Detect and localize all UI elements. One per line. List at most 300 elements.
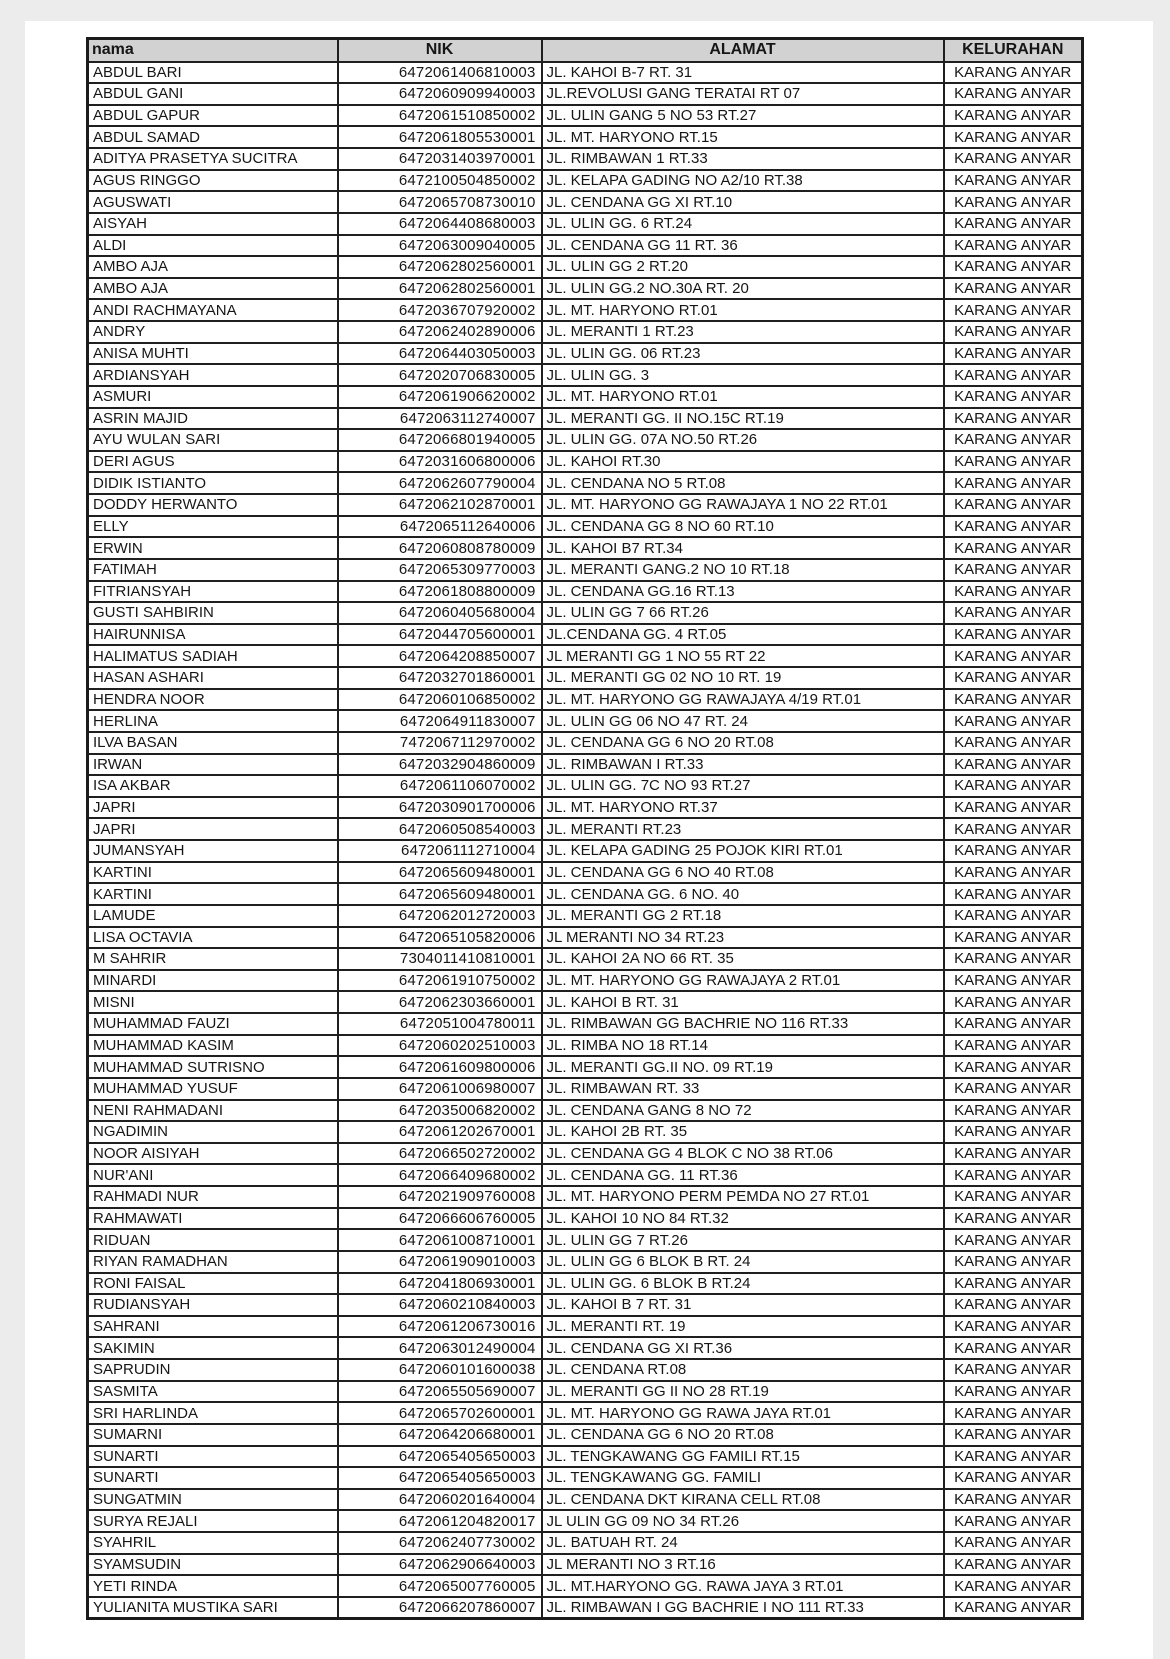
table-row xyxy=(88,494,1083,516)
cell-nama: JAPRI xyxy=(88,797,338,819)
cell-alamat: JL. KAHOI 2B RT. 35 xyxy=(542,1121,944,1143)
cell-nik: 6472060808780009 xyxy=(338,537,542,559)
cell-nik: 6472061202670001 xyxy=(338,1121,542,1143)
cell-nama: DERI AGUS xyxy=(88,451,338,473)
cell-kelurahan: KARANG ANYAR xyxy=(944,991,1083,1013)
cell-kelurahan: KARANG ANYAR xyxy=(944,1251,1083,1273)
cell-alamat: JL. RIMBAWAN 1 RT.33 xyxy=(542,148,944,170)
cell-nik: 6472065309770003 xyxy=(338,559,542,581)
cell-nama: ELLY xyxy=(88,516,338,538)
cell-kelurahan: KARANG ANYAR xyxy=(944,1467,1083,1489)
table-row xyxy=(88,602,1083,624)
cell-alamat: JL. CENDANA RT.08 xyxy=(542,1359,944,1381)
cell-alamat: JL. ULIN GG. 3 xyxy=(542,364,944,386)
cell-nama: AMBO AJA xyxy=(88,278,338,300)
cell-kelurahan: KARANG ANYAR xyxy=(944,105,1083,127)
cell-kelurahan: KARANG ANYAR xyxy=(944,537,1083,559)
cell-nik: 6472062607790004 xyxy=(338,472,542,494)
cell-alamat: JL. TENGKAWANG GG FAMILI RT.15 xyxy=(542,1446,944,1468)
cell-nik: 6472062906640003 xyxy=(338,1554,542,1576)
cell-nik: 6472060106850002 xyxy=(338,689,542,711)
cell-nik: 6472061406810003 xyxy=(338,62,542,84)
cell-nik: 6472061206730016 xyxy=(338,1316,542,1338)
cell-kelurahan: KARANG ANYAR xyxy=(944,1316,1083,1338)
cell-nik: 6472031403970001 xyxy=(338,148,542,170)
cell-nik: 6472066801940005 xyxy=(338,429,542,451)
cell-nama: MUHAMMAD KASIM xyxy=(88,1035,338,1057)
cell-alamat: JL. ULIN GG 2 RT.20 xyxy=(542,256,944,278)
cell-kelurahan: KARANG ANYAR xyxy=(944,1359,1083,1381)
cell-alamat: JL. ULIN GG 7 66 RT.26 xyxy=(542,602,944,624)
cell-kelurahan: KARANG ANYAR xyxy=(944,1121,1083,1143)
cell-nama: ALDI xyxy=(88,235,338,257)
header-nik: NIK xyxy=(338,39,542,62)
cell-kelurahan: KARANG ANYAR xyxy=(944,235,1083,257)
table-row xyxy=(88,408,1083,430)
cell-nama: SRI HARLINDA xyxy=(88,1402,338,1424)
table-row xyxy=(88,710,1083,732)
cell-nik: 6472061510850002 xyxy=(338,105,542,127)
cell-nik: 6472065609480001 xyxy=(338,883,542,905)
cell-kelurahan: KARANG ANYAR xyxy=(944,451,1083,473)
cell-nama: ISA AKBAR xyxy=(88,775,338,797)
cell-nik: 6472061106070002 xyxy=(338,775,542,797)
document-page xyxy=(25,21,1153,1659)
header-row xyxy=(88,39,1083,62)
table-row xyxy=(88,1337,1083,1359)
cell-kelurahan: KARANG ANYAR xyxy=(944,1489,1083,1511)
cell-nik: 6472061112710004 xyxy=(338,840,542,862)
table-row xyxy=(88,1186,1083,1208)
cell-kelurahan: KARANG ANYAR xyxy=(944,1575,1083,1597)
cell-nik: 6472062407730002 xyxy=(338,1532,542,1554)
cell-kelurahan: KARANG ANYAR xyxy=(944,970,1083,992)
table-row xyxy=(88,732,1083,754)
cell-nik: 6472065405650003 xyxy=(338,1467,542,1489)
table-row xyxy=(88,1208,1083,1230)
cell-alamat: JL. RIMBAWAN RT. 33 xyxy=(542,1078,944,1100)
cell-nama: AMBO AJA xyxy=(88,256,338,278)
table-row xyxy=(88,1597,1083,1619)
cell-alamat: JL. CENDANA GG 4 BLOK C NO 38 RT.06 xyxy=(542,1143,944,1165)
table-row xyxy=(88,559,1083,581)
cell-alamat: JL MERANTI NO 3 RT.16 xyxy=(542,1554,944,1576)
cell-nik: 6472031606800006 xyxy=(338,451,542,473)
table-row xyxy=(88,581,1083,603)
cell-kelurahan: KARANG ANYAR xyxy=(944,948,1083,970)
cell-nik: 6472065505690007 xyxy=(338,1381,542,1403)
table-row xyxy=(88,667,1083,689)
cell-nama: ABDUL GANI xyxy=(88,83,338,105)
cell-alamat: JL. MERANTI GG. II NO.15C RT.19 xyxy=(542,408,944,430)
cell-kelurahan: KARANG ANYAR xyxy=(944,645,1083,667)
table-row xyxy=(88,1532,1083,1554)
table-row xyxy=(88,1035,1083,1057)
table-row xyxy=(88,1100,1083,1122)
cell-kelurahan: KARANG ANYAR xyxy=(944,191,1083,213)
cell-alamat: JL. ULIN GG 6 BLOK B RT. 24 xyxy=(542,1251,944,1273)
cell-nik: 6472020706830005 xyxy=(338,364,542,386)
cell-alamat: JL. MERANTI GG II NO 28 RT.19 xyxy=(542,1381,944,1403)
cell-alamat: JL. CENDANA NO 5 RT.08 xyxy=(542,472,944,494)
cell-nama: HAIRUNNISA xyxy=(88,624,338,646)
cell-alamat: JL. MT. HARYONO GG RAWAJAYA 4/19 RT.01 xyxy=(542,689,944,711)
cell-alamat: JL. ULIN GANG 5 NO 53 RT.27 xyxy=(542,105,944,127)
cell-alamat: JL. MERANTI GG 02 NO 10 RT. 19 xyxy=(542,667,944,689)
cell-kelurahan: KARANG ANYAR xyxy=(944,494,1083,516)
cell-kelurahan: KARANG ANYAR xyxy=(944,905,1083,927)
cell-nama: ASRIN MAJID xyxy=(88,408,338,430)
cell-kelurahan: KARANG ANYAR xyxy=(944,840,1083,862)
cell-alamat: JL. MERANTI RT. 19 xyxy=(542,1316,944,1338)
cell-kelurahan: KARANG ANYAR xyxy=(944,927,1083,949)
cell-nama: AYU WULAN SARI xyxy=(88,429,338,451)
cell-kelurahan: KARANG ANYAR xyxy=(944,559,1083,581)
table-row xyxy=(88,883,1083,905)
cell-nama: RIDUAN xyxy=(88,1229,338,1251)
cell-nik: 6472060405680004 xyxy=(338,602,542,624)
cell-alamat: JL. KELAPA GADING NO A2/10 RT.38 xyxy=(542,170,944,192)
cell-nama: FATIMAH xyxy=(88,559,338,581)
cell-kelurahan: KARANG ANYAR xyxy=(944,1554,1083,1576)
cell-nama: NENI RAHMADANI xyxy=(88,1100,338,1122)
cell-alamat: JL. KELAPA GADING 25 POJOK KIRI RT.01 xyxy=(542,840,944,862)
cell-alamat: JL. CENDANA GG XI RT.10 xyxy=(542,191,944,213)
table-row xyxy=(88,126,1083,148)
cell-alamat: JL. MT. HARYONO GG RAWAJAYA 1 NO 22 RT.01 xyxy=(542,494,944,516)
table-row xyxy=(88,840,1083,862)
cell-nama: NOOR AISIYAH xyxy=(88,1143,338,1165)
cell-nik: 6472061805530001 xyxy=(338,126,542,148)
table-row xyxy=(88,1424,1083,1446)
table-row xyxy=(88,1078,1083,1100)
cell-nama: GUSTI SAHBIRIN xyxy=(88,602,338,624)
cell-nama: ABDUL SAMAD xyxy=(88,126,338,148)
cell-kelurahan: KARANG ANYAR xyxy=(944,1143,1083,1165)
cell-alamat: JL. CENDANA GG. 6 NO. 40 xyxy=(542,883,944,905)
cell-kelurahan: KARANG ANYAR xyxy=(944,1337,1083,1359)
cell-nik: 6472064911830007 xyxy=(338,710,542,732)
table-row xyxy=(88,472,1083,494)
table-row xyxy=(88,1056,1083,1078)
cell-alamat: JL. RIMBAWAN I GG BACHRIE I NO 111 RT.33 xyxy=(542,1597,944,1619)
cell-nik: 6472066409680002 xyxy=(338,1164,542,1186)
cell-nik: 6472061006980007 xyxy=(338,1078,542,1100)
cell-nik: 6472063009040005 xyxy=(338,235,542,257)
cell-kelurahan: KARANG ANYAR xyxy=(944,689,1083,711)
cell-alamat: JL. ULIN GG. 6 RT.24 xyxy=(542,213,944,235)
cell-nama: M SAHRIR xyxy=(88,948,338,970)
cell-alamat: JL. MT. HARYONO RT.37 xyxy=(542,797,944,819)
cell-alamat: JL. TENGKAWANG GG. FAMILI xyxy=(542,1467,944,1489)
cell-nama: SUNARTI xyxy=(88,1446,338,1468)
table-row xyxy=(88,516,1083,538)
cell-kelurahan: KARANG ANYAR xyxy=(944,1100,1083,1122)
cell-alamat: JL. MT. HARYONO RT.15 xyxy=(542,126,944,148)
cell-nik: 6472041806930001 xyxy=(338,1273,542,1295)
cell-nik: 6472044705600001 xyxy=(338,624,542,646)
cell-nama: ARDIANSYAH xyxy=(88,364,338,386)
cell-nama: SUNARTI xyxy=(88,1467,338,1489)
header-alamat: ALAMAT xyxy=(542,39,944,62)
cell-nama: RONI FAISAL xyxy=(88,1273,338,1295)
table-row xyxy=(88,1229,1083,1251)
cell-kelurahan: KARANG ANYAR xyxy=(944,321,1083,343)
cell-nik: 6472060210840003 xyxy=(338,1294,542,1316)
cell-nik: 6472061204820017 xyxy=(338,1510,542,1532)
cell-kelurahan: KARANG ANYAR xyxy=(944,386,1083,408)
cell-nama: ASMURI xyxy=(88,386,338,408)
cell-alamat: JL. CENDANA DKT KIRANA CELL RT.08 xyxy=(542,1489,944,1511)
cell-alamat: JL. CENDANA GG.16 RT.13 xyxy=(542,581,944,603)
cell-nama: SAKIMIN xyxy=(88,1337,338,1359)
cell-kelurahan: KARANG ANYAR xyxy=(944,602,1083,624)
cell-kelurahan: KARANG ANYAR xyxy=(944,775,1083,797)
table-row xyxy=(88,191,1083,213)
cell-nik: 6472065609480001 xyxy=(338,862,542,884)
cell-kelurahan: KARANG ANYAR xyxy=(944,256,1083,278)
cell-nama: IRWAN xyxy=(88,754,338,776)
cell-nik: 6472066207860007 xyxy=(338,1597,542,1619)
table-row xyxy=(88,818,1083,840)
cell-nama: DODDY HERWANTO xyxy=(88,494,338,516)
cell-kelurahan: KARANG ANYAR xyxy=(944,1510,1083,1532)
cell-nik: 6472065708730010 xyxy=(338,191,542,213)
cell-nama: ABDUL BARI xyxy=(88,62,338,84)
cell-alamat: JL. CENDANA GG 8 NO 60 RT.10 xyxy=(542,516,944,538)
cell-nama: RUDIANSYAH xyxy=(88,1294,338,1316)
cell-alamat: JL. CENDANA GG 11 RT. 36 xyxy=(542,235,944,257)
cell-nama: AGUS RINGGO xyxy=(88,170,338,192)
table-row xyxy=(88,1554,1083,1576)
cell-alamat: JL. KAHOI B7 RT.34 xyxy=(542,537,944,559)
cell-nik: 6472064208850007 xyxy=(338,645,542,667)
cell-nama: AISYAH xyxy=(88,213,338,235)
cell-nama: KARTINI xyxy=(88,883,338,905)
cell-alamat: JL. CENDANA GG 6 NO 40 RT.08 xyxy=(542,862,944,884)
cell-nama: LISA OCTAVIA xyxy=(88,927,338,949)
cell-kelurahan: KARANG ANYAR xyxy=(944,1381,1083,1403)
cell-nik: 6472062802560001 xyxy=(338,256,542,278)
cell-nik: 6472060101600038 xyxy=(338,1359,542,1381)
table-row xyxy=(88,1143,1083,1165)
table-row xyxy=(88,991,1083,1013)
cell-nik: 6472060201640004 xyxy=(338,1489,542,1511)
cell-alamat: JL. KAHOI B 7 RT. 31 xyxy=(542,1294,944,1316)
header-kelurahan: KELURAHAN xyxy=(944,39,1083,62)
table-row xyxy=(88,970,1083,992)
cell-nama: YULIANITA MUSTIKA SARI xyxy=(88,1597,338,1619)
cell-alamat: JL. MERANTI GG 2 RT.18 xyxy=(542,905,944,927)
cell-nik: 6472065112640006 xyxy=(338,516,542,538)
table-row xyxy=(88,343,1083,365)
cell-kelurahan: KARANG ANYAR xyxy=(944,710,1083,732)
table-row xyxy=(88,105,1083,127)
cell-kelurahan: KARANG ANYAR xyxy=(944,1013,1083,1035)
header-nama: nama xyxy=(88,39,338,62)
table-row xyxy=(88,213,1083,235)
cell-nama: JUMANSYAH xyxy=(88,840,338,862)
cell-nik: 6472061609800006 xyxy=(338,1056,542,1078)
cell-kelurahan: KARANG ANYAR xyxy=(944,516,1083,538)
cell-alamat: JL. MERANTI RT.23 xyxy=(542,818,944,840)
table-row xyxy=(88,1013,1083,1035)
cell-nama: MINARDI xyxy=(88,970,338,992)
cell-nama: LAMUDE xyxy=(88,905,338,927)
cell-nik: 6472064206680001 xyxy=(338,1424,542,1446)
cell-kelurahan: KARANG ANYAR xyxy=(944,472,1083,494)
table-row xyxy=(88,1316,1083,1338)
cell-nik: 6472065105820006 xyxy=(338,927,542,949)
cell-kelurahan: KARANG ANYAR xyxy=(944,1402,1083,1424)
cell-alamat: JL. ULIN GG.2 NO.30A RT. 20 xyxy=(542,278,944,300)
cell-nik: 6472060909940003 xyxy=(338,83,542,105)
cell-nik: 6472062102870001 xyxy=(338,494,542,516)
cell-nama: RAHMAWATI xyxy=(88,1208,338,1230)
cell-nik: 6472021909760008 xyxy=(338,1186,542,1208)
cell-kelurahan: KARANG ANYAR xyxy=(944,429,1083,451)
cell-nik: 6472062802560001 xyxy=(338,278,542,300)
cell-alamat: JL. MERANTI 1 RT.23 xyxy=(542,321,944,343)
cell-alamat: JL. ULIN GG. 7C NO 93 RT.27 xyxy=(542,775,944,797)
cell-kelurahan: KARANG ANYAR xyxy=(944,732,1083,754)
cell-nik: 6472061008710001 xyxy=(338,1229,542,1251)
table-body xyxy=(88,62,1083,1619)
cell-alamat: JL. CENDANA GG 6 NO 20 RT.08 xyxy=(542,732,944,754)
cell-nama: AGUSWATI xyxy=(88,191,338,213)
cell-alamat: JL. MT. HARYONO PERM PEMDA NO 27 RT.01 xyxy=(542,1186,944,1208)
cell-alamat: JL. RIMBA NO 18 RT.14 xyxy=(542,1035,944,1057)
cell-kelurahan: KARANG ANYAR xyxy=(944,62,1083,84)
cell-nama: SAHRANI xyxy=(88,1316,338,1338)
cell-nama: SYAHRIL xyxy=(88,1532,338,1554)
table-header xyxy=(88,39,1083,62)
cell-nama: JAPRI xyxy=(88,818,338,840)
table-row xyxy=(88,645,1083,667)
table-row xyxy=(88,83,1083,105)
cell-nama: ABDUL GAPUR xyxy=(88,105,338,127)
table-row xyxy=(88,1273,1083,1295)
cell-alamat: JL. ULIN GG. 07A NO.50 RT.26 xyxy=(542,429,944,451)
cell-nama: HENDRA NOOR xyxy=(88,689,338,711)
cell-nik: 6472032701860001 xyxy=(338,667,542,689)
cell-nik: 6472063112740007 xyxy=(338,408,542,430)
cell-alamat: JL.CENDANA GG. 4 RT.05 xyxy=(542,624,944,646)
table-row xyxy=(88,1446,1083,1468)
table-row xyxy=(88,1294,1083,1316)
table-row xyxy=(88,797,1083,819)
residents-table xyxy=(86,37,1084,1620)
cell-nik: 6472051004780011 xyxy=(338,1013,542,1035)
cell-nama: NGADIMIN xyxy=(88,1121,338,1143)
cell-nama: SAPRUDIN xyxy=(88,1359,338,1381)
cell-alamat: JL. KAHOI 10 NO 84 RT.32 xyxy=(542,1208,944,1230)
cell-alamat: JL. CENDANA GG. 11 RT.36 xyxy=(542,1164,944,1186)
cell-nama: ANDRY xyxy=(88,321,338,343)
table-row xyxy=(88,927,1083,949)
cell-kelurahan: KARANG ANYAR xyxy=(944,667,1083,689)
table-row xyxy=(88,278,1083,300)
cell-kelurahan: KARANG ANYAR xyxy=(944,1446,1083,1468)
table-row xyxy=(88,1575,1083,1597)
table-row xyxy=(88,235,1083,257)
cell-alamat: JL. ULIN GG 06 NO 47 RT. 24 xyxy=(542,710,944,732)
cell-alamat: JL. KAHOI B RT. 31 xyxy=(542,991,944,1013)
cell-alamat: JL. BATUAH RT. 24 xyxy=(542,1532,944,1554)
table-row xyxy=(88,256,1083,278)
table-row xyxy=(88,775,1083,797)
cell-nama: SASMITA xyxy=(88,1381,338,1403)
cell-kelurahan: KARANG ANYAR xyxy=(944,83,1083,105)
cell-nama: HASAN ASHARI xyxy=(88,667,338,689)
table-row xyxy=(88,689,1083,711)
cell-alamat: JL. RIMBAWAN I RT.33 xyxy=(542,754,944,776)
cell-kelurahan: KARANG ANYAR xyxy=(944,408,1083,430)
cell-nama: KARTINI xyxy=(88,862,338,884)
cell-kelurahan: KARANG ANYAR xyxy=(944,883,1083,905)
cell-kelurahan: KARANG ANYAR xyxy=(944,278,1083,300)
cell-alamat: JL. MT. HARYONO GG RAWAJAYA 2 RT.01 xyxy=(542,970,944,992)
cell-nik: 6472065007760005 xyxy=(338,1575,542,1597)
cell-kelurahan: KARANG ANYAR xyxy=(944,1164,1083,1186)
cell-alamat: JL. ULIN GG 7 RT.26 xyxy=(542,1229,944,1251)
cell-nama: ANDI RACHMAYANA xyxy=(88,299,338,321)
cell-nama: RIYAN RAMADHAN xyxy=(88,1251,338,1273)
cell-nama: DIDIK ISTIANTO xyxy=(88,472,338,494)
cell-alamat: JL. MT.HARYONO GG. RAWA JAYA 3 RT.01 xyxy=(542,1575,944,1597)
cell-nama: ERWIN xyxy=(88,537,338,559)
cell-kelurahan: KARANG ANYAR xyxy=(944,1424,1083,1446)
table-row xyxy=(88,1164,1083,1186)
cell-alamat: JL. CENDANA GG 6 NO 20 RT.08 xyxy=(542,1424,944,1446)
cell-nik: 6472062402890006 xyxy=(338,321,542,343)
cell-nik: 6472065702600001 xyxy=(338,1402,542,1424)
table-row xyxy=(88,1510,1083,1532)
cell-kelurahan: KARANG ANYAR xyxy=(944,1229,1083,1251)
table-row xyxy=(88,148,1083,170)
table-row xyxy=(88,1121,1083,1143)
cell-kelurahan: KARANG ANYAR xyxy=(944,1273,1083,1295)
cell-alamat: JL. ULIN GG. 06 RT.23 xyxy=(542,343,944,365)
table-row xyxy=(88,451,1083,473)
cell-nama: SUMARNI xyxy=(88,1424,338,1446)
table-row xyxy=(88,948,1083,970)
cell-alamat: JL. KAHOI RT.30 xyxy=(542,451,944,473)
cell-nama: MISNI xyxy=(88,991,338,1013)
cell-nik: 6472061910750002 xyxy=(338,970,542,992)
cell-alamat: JL MERANTI NO 34 RT.23 xyxy=(542,927,944,949)
cell-kelurahan: KARANG ANYAR xyxy=(944,797,1083,819)
cell-kelurahan: KARANG ANYAR xyxy=(944,213,1083,235)
cell-nama: SYAMSUDIN xyxy=(88,1554,338,1576)
cell-nama: MUHAMMAD FAUZI xyxy=(88,1013,338,1035)
table-row xyxy=(88,1251,1083,1273)
cell-nama: HERLINA xyxy=(88,710,338,732)
cell-kelurahan: KARANG ANYAR xyxy=(944,581,1083,603)
cell-kelurahan: KARANG ANYAR xyxy=(944,299,1083,321)
cell-alamat: JL. CENDANA GANG 8 NO 72 xyxy=(542,1100,944,1122)
cell-alamat: JL. MERANTI GANG.2 NO 10 RT.18 xyxy=(542,559,944,581)
table-row xyxy=(88,1381,1083,1403)
cell-alamat: JL. KAHOI B-7 RT. 31 xyxy=(542,62,944,84)
cell-alamat: JL. KAHOI 2A NO 66 RT. 35 xyxy=(542,948,944,970)
table-row xyxy=(88,364,1083,386)
cell-kelurahan: KARANG ANYAR xyxy=(944,1056,1083,1078)
cell-nik: 6472066606760005 xyxy=(338,1208,542,1230)
table-row xyxy=(88,386,1083,408)
table-row xyxy=(88,321,1083,343)
table-row xyxy=(88,1402,1083,1424)
